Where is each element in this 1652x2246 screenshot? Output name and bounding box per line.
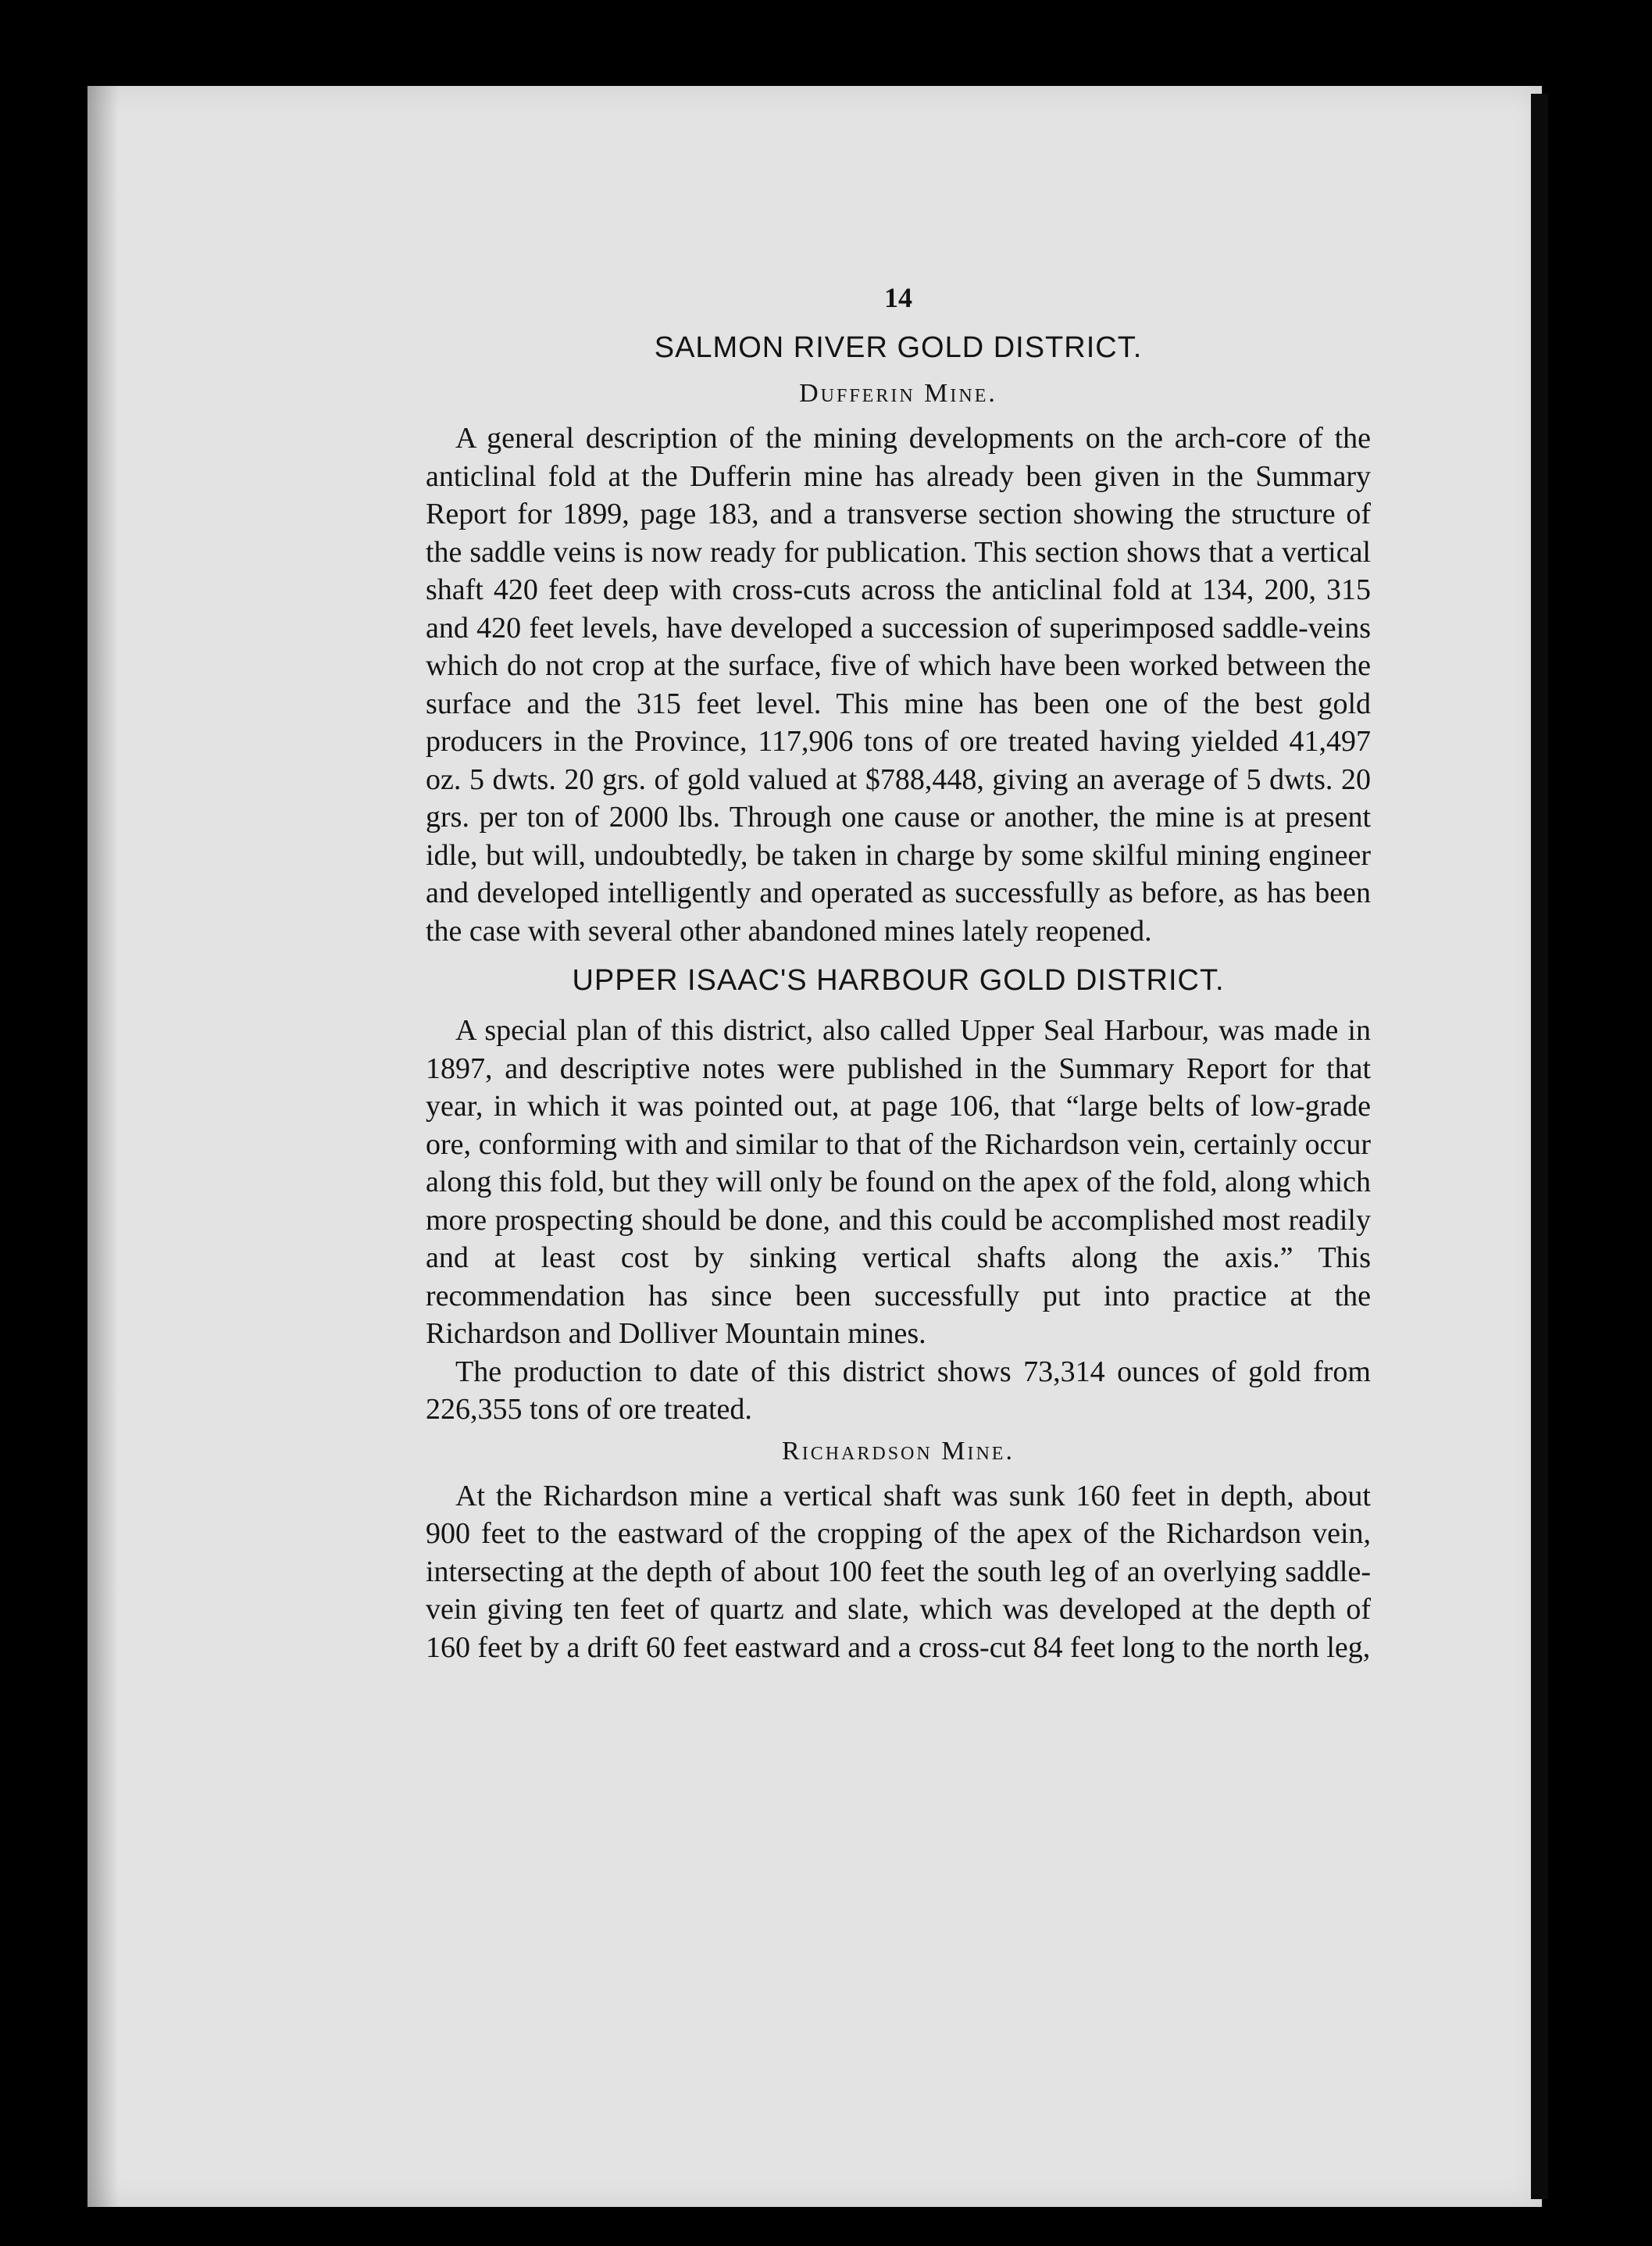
subhead-dufferin-mine: Dufferin Mine. <box>799 379 997 408</box>
section-title-salmon-river: SALMON RIVER GOLD DISTRICT. <box>654 331 1143 364</box>
book-spine <box>1531 94 1548 2199</box>
text-column <box>426 281 1371 1674</box>
page-number: 14 <box>884 282 912 313</box>
paragraph-production: The production to date of this district shows 73,314 ounces of gold from 226,355 tons of ore treated. <box>426 1355 1371 1426</box>
scan-border-right <box>1548 86 1652 2207</box>
paragraph-richardson: At the Richardson mine a vertical shaft was sunk 160 feet in depth, about 900 feet to the eastward of the cropping of the apex of the Richardson vein, intersecting at the depth of about 100 feet the south leg of an overlying saddle-vein giving ten feet of quartz and slate, which was developed at the depth of 160 feet by a drift 60 feet eastward and a cross-cut 84 feet long to the north leg, <box>426 1479 1371 1664</box>
subhead-richardson-mine: Richardson Mine. <box>782 1436 1015 1466</box>
paragraph-dufferin: A general description of the mining developments on the arch-core of the anticlinal fold at the Dufferin mine has already been given in the Summary Report for 1899, page 183, and a transverse section showing the structure of the saddle veins is now ready for publication. This section shows that a vertical shaft 420 feet deep with cross-cuts across the anticlinal fold at 134, 200, 315 and 420 feet levels, have developed a succession of superimposed saddle-veins which do not crop at the surface, five of which have been worked between the surface and the 315 feet level. This mine has been one of the best gold producers in the Province, 117,906 tons of ore treated having yielded 41,497 oz. 5 dwts. 20 grs. of gold valued at $788,448, giving an average of 5 dwts. 20 grs. per ton of 2000 lbs. Through one cause or another, the mine is at present idle, but will, undoubtedly, be taken in charge by some skilful mining engineer and developed intelligently and operated as successfully as before, as has been the case with several other abandoned mines lately reopened. <box>426 422 1371 948</box>
section-title-upper-isaacs-harbour: UPPER ISAAC'S HARBOUR GOLD DISTRICT. <box>572 964 1225 997</box>
paragraph-upper-isaacs-plan: A special plan of this district, also called Upper Seal Harbour, was made in 1897, and descriptive notes were published in the Summary Report for that year, in which it was pointed out, at page 106, that “large belts of low-grade ore, conforming with and similar to that of the Richardson vein, certainly occur along this fold, but they will only be found on the apex of the fold, along which more prospecting should be done, and this could be accomplished most readily and at least cost by sinking vertical shafts along the axis.” This recommendation has since been successfully put into practice at the Richardson and Dolliver Mountain mines. <box>426 1014 1371 1350</box>
page-edge-shadow <box>87 86 119 2207</box>
